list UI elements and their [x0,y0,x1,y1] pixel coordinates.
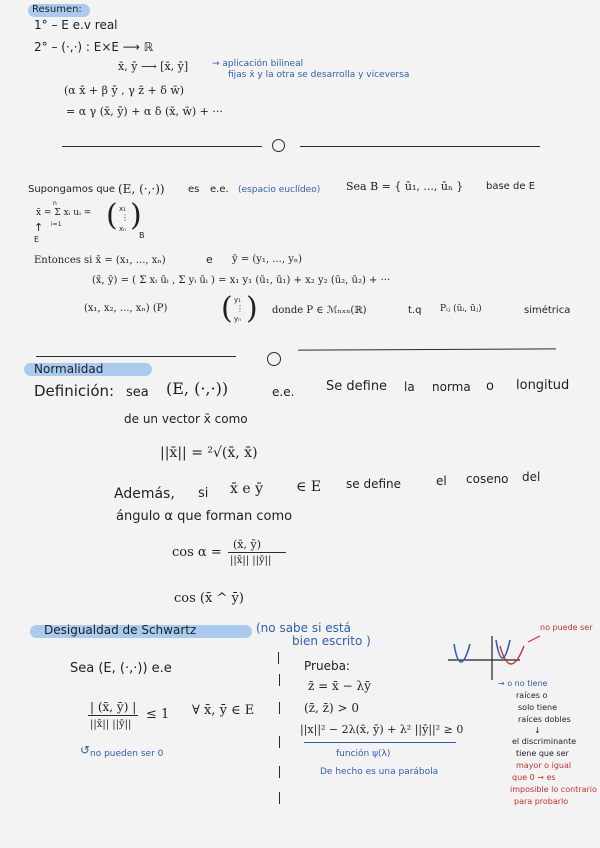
base-donde: donde P ∈ ℳₙₓₙ(ℝ) [272,305,367,316]
base-sea-b: Sea B = { ū₁, ..., ūₙ } [346,180,464,193]
divider-2-left [36,356,236,357]
schwarz-side-7: tiene que ser [516,749,569,758]
schwarz-underbrace [304,742,456,743]
schwarz-note-2: bien escrito ) [292,634,371,648]
resumen-line-4: (α x̄ + β ȳ , γ z̄ + δ w̄) [64,84,185,97]
schwarz-side-10: imposible lo contrario [510,785,597,794]
base-vec-xn: xₙ [119,225,126,233]
divider-2-circle [267,352,281,366]
norma-x-e-y: x̄ e ȳ [230,481,263,497]
norma-ademas: Además, [114,486,175,502]
norma-de-un-vector: de un vector x̄ como [124,412,248,426]
base-arrow-e: E [34,235,40,244]
base-e-conj: e [206,253,213,266]
norma-cos-denominator: ||x̄|| ||ȳ|| [230,555,272,566]
norma-el: el [436,474,447,488]
schwarz-heading: Desigualdad de Schwartz [44,623,197,637]
schwarz-funcion: función ψ(λ) [336,749,391,759]
schwarz-separator-2 [279,674,280,686]
norma-se-define-2: se define [346,477,401,491]
schwarz-side-8: mayor o igual [516,761,572,770]
schwarz-separator-4 [279,736,280,748]
schwarz-side-6: el discriminante [512,737,577,746]
schwarz-side-1: → o no tiene [498,679,548,688]
base-y-vec: ȳ = (y₁, ..., yₙ) [232,254,303,265]
schwarz-frac-num: | (x̄, ȳ) | [90,700,137,714]
base-tq: t.q [408,305,422,316]
base-supongamos: Supongamos que [28,184,116,195]
base-es: es [188,184,200,195]
norma-ee: e.e. [272,385,295,399]
base-matrix-paren-right: ) [246,291,258,326]
resumen-line-5: = α γ (x̄, ȳ) + α δ (x̄, w̄) + ··· [66,105,223,118]
schwarz-side-5: ↓ [534,726,541,735]
norma-norma: norma [432,380,471,394]
base-vec-b: B [139,231,145,240]
base-espacio-euclideo: (espacio euclídeo) [238,185,321,195]
norma-in-e: ∈ E [296,479,322,495]
base-entonces: Entonces si x̄ = (x₁, ..., xₙ) [34,255,166,266]
base-vec-dots: ⋮ [121,213,129,222]
norma-o: o [486,379,494,394]
parabola-sketch [444,622,554,682]
schwarz-sea: Sea (E, (·,·)) e.e [70,661,172,676]
base-sum: x̄ = Σ xᵢ uᵢ = [36,208,92,218]
divider-1-right [300,146,540,147]
sketch-parabola-1 [454,644,470,662]
base-vec-paren-left: ( [106,198,118,233]
base-matrix-paren-left: ( [221,291,233,326]
resumen-line-1: 1° – E e.v real [34,18,118,32]
norma-se-define: Se define [326,379,388,394]
base-pij: Pᵢⱼ (ūᵢ, ūⱼ) [440,304,482,314]
base-vec-paren-right: ) [130,198,142,233]
base-matrix-y1: y₁ [234,296,241,304]
schwarz-fraction-bar [88,715,138,716]
norma-si: si [198,486,209,501]
resumen-note-fijas: fijas x̄ y la otra se desarrolla y viceversa [228,70,410,80]
schwarz-side-9: que 0 → es [512,773,556,782]
norma-cos-fraction-bar [228,552,286,553]
schwarz-note: (no sabe si está [256,621,351,635]
base-e-pair: (E, (·,·)) [118,182,165,196]
schwarz-side-2: raíces o [516,691,548,700]
sketch-red-pointer [528,636,540,642]
base-ee: e.e. [210,184,229,195]
sketch-parabola-red [500,646,524,664]
norma-cos-lhs: cos α = [172,545,222,560]
resumen-note-bilineal: → aplicación bilineal [212,59,304,69]
norma-e-pair: (E, (·,·)) [166,379,229,398]
resumen-line-3: x̄, ȳ ⟶ [x̄, ȳ] [118,60,189,73]
schwarz-separator-3 [279,702,280,714]
norma-angulo: ángulo α que forman como [116,509,293,524]
resumen-heading: Resumen: [32,4,82,15]
norma-formula: ||x̄|| = ²√(x̄, x̄) [160,445,258,461]
norma-definicion: Definición: [34,382,115,400]
norma-sea: sea [126,385,149,400]
divider-1-left [62,146,262,147]
resumen-line-2: 2° – (·,·) : E×E ⟶ ℝ [34,40,154,54]
schwarz-parabola: De hecho es una parábola [320,767,439,777]
schwarz-le-one: ≤ 1 [146,707,170,722]
base-simetrica: simétrica [524,305,571,316]
schwarz-side-4: raíces dobles [518,715,571,724]
norma-longitud: longitud [516,378,570,393]
base-arrow-up: ↑ [34,221,44,234]
base-matrix-dots: ⋮ [236,304,244,313]
norma-del: del [522,470,541,484]
base-sum-bottom: i=1 [51,221,62,228]
schwarz-separator-5 [279,766,280,778]
schwarz-red-note: no puede ser [540,623,593,632]
schwarz-forall: ∀ x̄, ȳ ∈ E [192,703,255,718]
divider-1-circle [272,139,285,152]
base-de-e: base de E [486,181,536,192]
base-matrix-yn: yₙ [234,315,241,323]
base-vec-x1: x₁ [119,205,126,213]
norma-cos-numerator: (x̄, ȳ) [233,538,261,551]
base-matrix-row: (x₁, x₂, ..., xₙ) (P) [84,303,168,314]
schwarz-prueba: Prueba: [304,659,350,673]
schwarz-p1: z̄ = x̄ − λȳ [308,679,371,693]
norma-heading: Normalidad [34,362,104,376]
norma-la: la [404,380,415,394]
schwarz-p3: ||x||² − 2λ(x̄, ȳ) + λ² ||ȳ||² ≥ 0 [300,723,464,736]
schwarz-separator-1 [278,652,279,664]
schwarz-frac-den: ||x̄|| ||ȳ|| [90,719,132,730]
schwarz-no-pueden: no pueden ser 0 [90,749,164,759]
schwarz-p2: (z̄, z̄) > 0 [304,701,359,715]
schwarz-arrow: ↺ [80,743,91,757]
base-sum-top: n [53,200,57,207]
norma-cos-angle: cos (x̄ ^ ȳ) [174,591,244,606]
norma-coseno: coseno [466,472,509,486]
divider-2-right [298,348,556,350]
schwarz-side-3: solo tiene [518,703,557,712]
schwarz-separator-6 [279,792,280,804]
schwarz-side-11: para probarlo [514,797,569,806]
base-product-expansion: (x̄, ȳ) = ( Σ xᵢ ūᵢ , Σ yᵢ ūᵢ ) = x₁ y₁ (ū₁, ū₁) + x₂ y₂ (ū₂, ū₂) + ··· [92,275,391,286]
